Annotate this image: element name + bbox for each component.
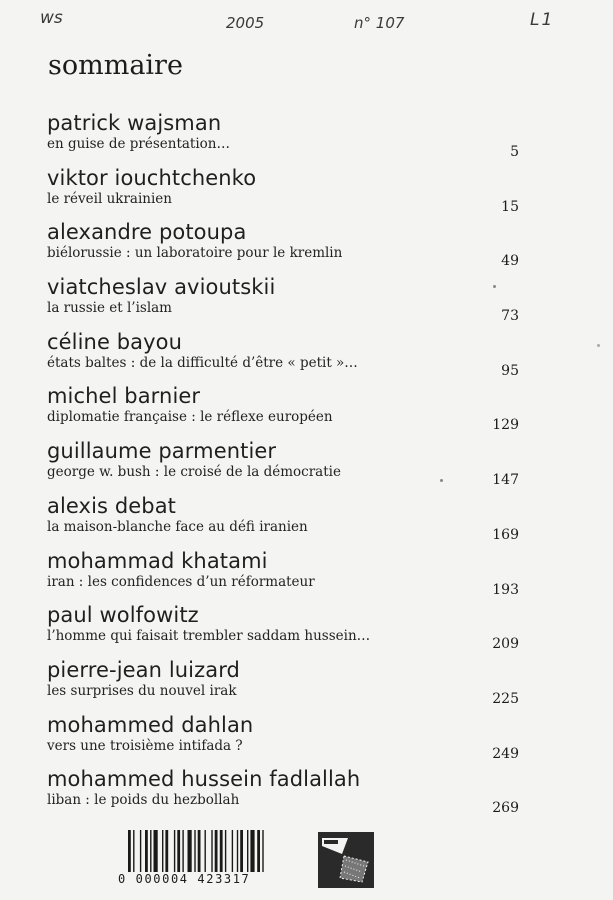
- toc-author: alexis debat: [47, 493, 177, 518]
- toc-page-number: 225: [492, 690, 519, 707]
- barcode-bar: [240, 830, 243, 872]
- scan-speck: [597, 344, 600, 347]
- toc-entry: [47, 766, 519, 821]
- toc-entry: [47, 110, 519, 165]
- toc-author: mohammed hussein fadlallah: [47, 767, 361, 792]
- toc-page-number: 209: [492, 636, 519, 653]
- toc-entry: [47, 165, 519, 220]
- barcode-bar: [177, 830, 180, 872]
- toc-entry: [47, 548, 519, 603]
- toc-subtitle: la russie et l’islam: [47, 300, 172, 317]
- toc-page-number: 49: [501, 253, 519, 270]
- barcode-bar: [211, 830, 212, 872]
- toc-author: viatcheslav avioutskii: [47, 275, 276, 300]
- barcode-bar: [250, 830, 254, 872]
- barcode-bar: [140, 830, 141, 872]
- barcode-bar: [232, 830, 233, 872]
- toc-author: michel barnier: [47, 384, 201, 409]
- barcode-bar: [198, 830, 201, 872]
- barcode-bar: [154, 830, 158, 872]
- toc-entry: [47, 657, 519, 712]
- barcode-number: 0 000004 423317: [118, 872, 314, 886]
- toc-author: paul wolfowitz: [47, 603, 199, 628]
- toc-author: pierre-jean luizard: [47, 657, 240, 682]
- page-footer: [118, 828, 378, 890]
- barcode-bars: [128, 830, 308, 872]
- barcode-bar: [165, 830, 168, 872]
- toc-author: mohammed dahlan: [47, 712, 254, 737]
- publisher-logo-icon: [318, 832, 374, 888]
- handwritten-issue-number: n° 107: [354, 14, 405, 32]
- toc-page-number: 5: [510, 144, 519, 160]
- barcode-bar: [194, 830, 195, 872]
- toc-subtitle: les surprises du nouvel irak: [47, 682, 237, 699]
- toc-subtitle: george w. bush : le croisé de la démocratie: [47, 464, 341, 481]
- toc-page-number: 269: [492, 800, 519, 817]
- toc-page-number: 249: [492, 745, 519, 762]
- toc-page-number: 73: [501, 308, 519, 325]
- barcode-bar: [162, 830, 163, 872]
- toc-entry: [47, 274, 519, 329]
- toc-subtitle: l’homme qui faisait trembler saddam hussein…: [47, 628, 371, 645]
- table-of-contents: [47, 110, 519, 821]
- toc-author: mohammad khatami: [47, 548, 268, 573]
- toc-entry: [47, 383, 519, 438]
- barcode-bar: [188, 830, 192, 872]
- scan-speck: [440, 479, 443, 482]
- toc-author: viktor iouchtchenko: [47, 165, 257, 190]
- toc-subtitle: la maison-blanche face au défi iranien: [47, 518, 308, 535]
- barcode-bar: [150, 830, 151, 872]
- toc-subtitle: liban : le poids du hezbollah: [47, 792, 240, 809]
- barcode-bar: [262, 830, 263, 872]
- toc-entry: [47, 602, 519, 657]
- toc-page-number: 129: [492, 417, 519, 434]
- toc-page-number: 15: [501, 198, 519, 215]
- scan-speck: [493, 285, 496, 288]
- barcode-bar: [247, 830, 248, 872]
- barcode-bar: [128, 830, 131, 872]
- toc-entry: [47, 329, 519, 384]
- toc-subtitle: le réveil ukrainien: [47, 190, 172, 207]
- toc-page-number: 169: [492, 526, 519, 543]
- toc-author: patrick wajsman: [47, 111, 222, 135]
- barcode-bar: [220, 830, 223, 872]
- barcode-bar: [237, 830, 238, 872]
- toc-entry: [47, 712, 519, 767]
- toc-author: céline bayou: [47, 329, 183, 354]
- toc-entry: [47, 493, 519, 548]
- barcode-bar: [133, 830, 134, 872]
- barcode-bar: [145, 830, 148, 872]
- page-title: sommaire: [48, 50, 183, 81]
- barcode-icon: [118, 828, 314, 890]
- barcode-bar: [174, 830, 175, 872]
- toc-subtitle: états baltes : de la difficulté d’être « petit »…: [47, 354, 358, 371]
- barcode-bar: [225, 830, 226, 872]
- barcode-bar: [205, 830, 206, 872]
- handwritten-note-top-right: L1: [530, 10, 555, 30]
- toc-page-number: 193: [492, 581, 519, 598]
- barcode-bar: [215, 830, 218, 872]
- toc-page-number: 95: [501, 362, 519, 379]
- toc-author: alexandre potoupa: [47, 220, 247, 245]
- barcode-bar: [182, 830, 183, 872]
- handwritten-year: 2005: [226, 14, 265, 32]
- toc-subtitle: en guise de présentation…: [47, 136, 230, 152]
- toc-subtitle: iran : les confidences d’un réformateur: [47, 573, 315, 590]
- handwritten-note-top-left: ws: [40, 8, 63, 28]
- toc-entry: [47, 219, 519, 274]
- toc-subtitle: vers une troisième intifada ?: [47, 737, 243, 754]
- toc-entry: [47, 438, 519, 493]
- toc-page-number: 147: [492, 472, 519, 489]
- toc-subtitle: biélorussie : un laboratoire pour le kremlin: [47, 245, 343, 262]
- barcode-bar: [257, 830, 260, 872]
- toc-subtitle: diplomatie française : le réflexe européen: [47, 409, 333, 426]
- toc-author: guillaume parmentier: [47, 439, 277, 464]
